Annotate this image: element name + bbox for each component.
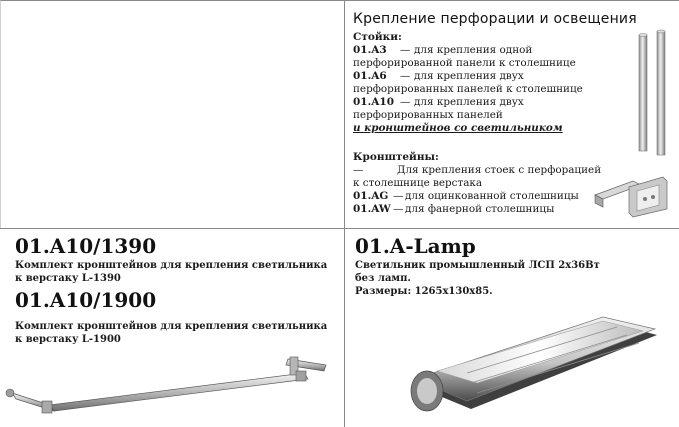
section-title: Крепление перфорации и освещения	[353, 11, 637, 27]
item-desc: к верстаку L-1390	[15, 273, 121, 284]
bracket-desc: для фанерной столешницы	[405, 203, 555, 215]
bracket-dash: —	[393, 190, 404, 202]
stand-desc: перфорированных панелей к столешнице	[353, 83, 583, 95]
stand-desc: перфорированных панелей	[353, 109, 503, 121]
brackets-heading: Кронштейны:	[353, 151, 439, 163]
brackets-intro: к столешнице верстака	[353, 177, 483, 189]
stands-note: и кронштейнов со светильником	[353, 122, 563, 134]
stands-image	[633, 29, 673, 159]
item-desc: Размеры: 1265х130х85.	[355, 286, 493, 297]
bracket-bar-image	[4, 353, 334, 423]
brackets-intro: Для крепления стоек с перфорацией	[397, 164, 602, 176]
stand-code: 01.A6	[353, 70, 387, 82]
item-desc: Комплект кронштейнов для крепления светильника	[15, 260, 328, 271]
item-code: 01.A10/1900	[15, 288, 157, 312]
item-desc: Светильник промышленный ЛСП 2х36Вт	[355, 260, 600, 271]
item-code: 01.A10/1390	[15, 234, 157, 258]
perforation-lighting-section	[345, 0, 679, 228]
bracket-dash: —	[393, 203, 404, 215]
item-desc: к верстаку L-1900	[15, 334, 121, 345]
lamp-section	[345, 228, 679, 427]
stand-dash: —	[400, 44, 411, 56]
item-code: 01.A-Lamp	[355, 234, 476, 258]
stand-code: 01.A3	[353, 44, 387, 56]
stands-heading: Стойки:	[353, 31, 402, 43]
bracket-code: 01.AG	[353, 190, 389, 202]
bracket-desc: для оцинкованной столешницы	[405, 190, 579, 202]
item-desc: без ламп.	[355, 273, 411, 284]
stand-desc: для крепления двух	[414, 70, 524, 82]
stand-code: 01.A10	[353, 96, 395, 108]
item-desc: Комплект кронштейнов для крепления светильника	[15, 321, 328, 332]
bracket-kit-section	[0, 228, 345, 427]
brackets-dash: —	[353, 164, 364, 176]
stand-dash: —	[400, 70, 411, 82]
lamp-image	[407, 313, 677, 423]
brackets-image	[593, 173, 669, 219]
stand-dash: —	[400, 96, 411, 108]
empty-cell	[0, 0, 345, 228]
stand-desc: для крепления двух	[414, 96, 524, 108]
stand-desc: для крепления одной	[414, 44, 533, 56]
stand-desc: перфорированной панели к столешнице	[353, 57, 576, 69]
bracket-code: 01.AW	[353, 203, 391, 215]
